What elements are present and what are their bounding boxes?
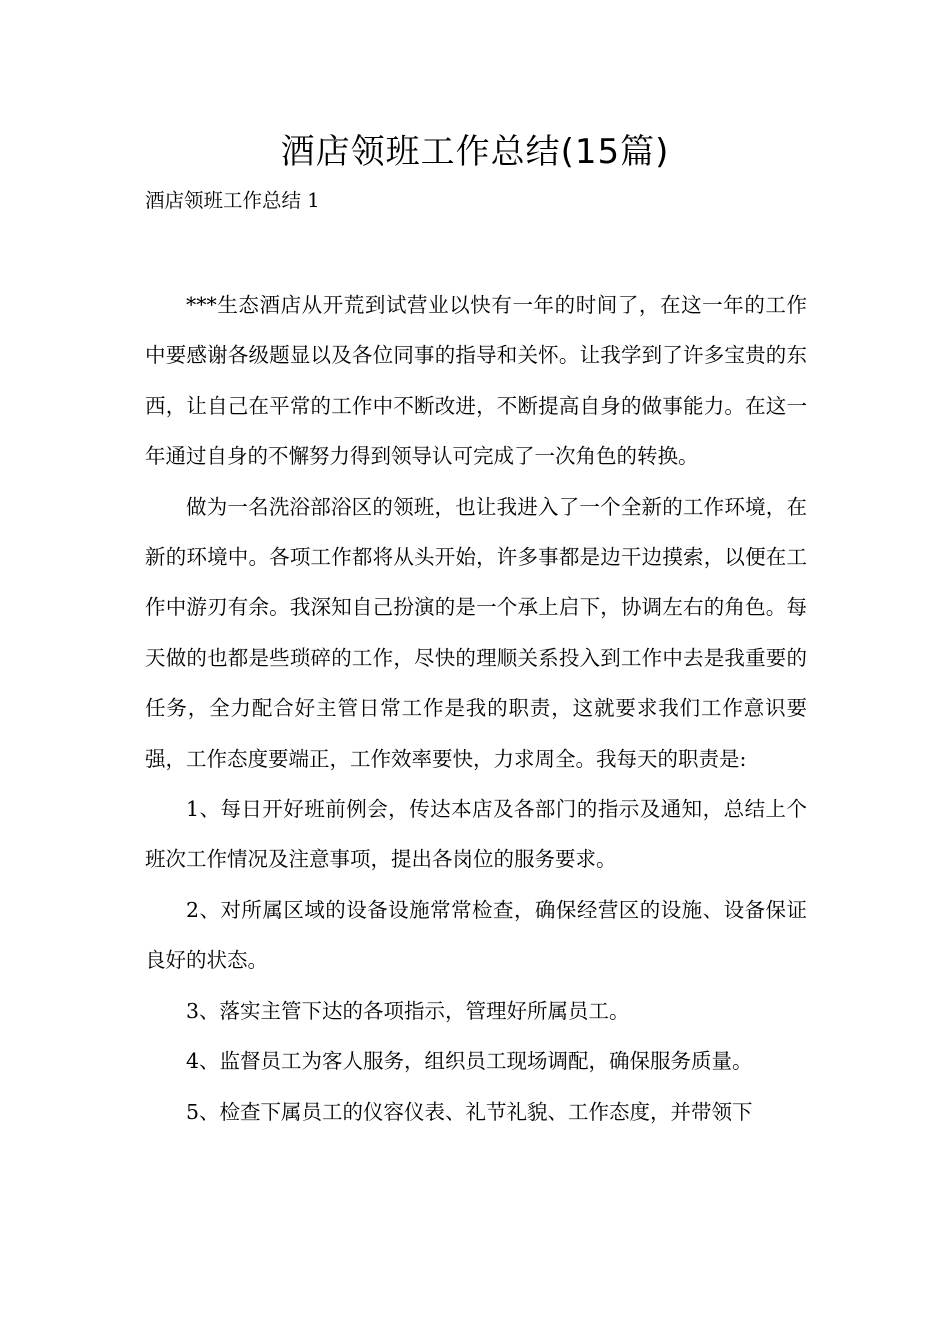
paragraph-role: 做为一名洗浴部浴区的领班，也让我进入了一个全新的工作环境，在新的环境中。各项工作都将从头开始，许多事都是边干边摸索，以便在工作中游刃有余。我深知自己扮演的是一个承上启下，协调左右的角色。每天做的也都是些琐碎的工作，尽快的理顺关系投入到工作中去是我重要的任务，全力配合好主管日常工作是我的职责，这就要求我们工作意识要强，工作态度要端正，工作效率要快，力求周全。我每天的职责是: — [145, 494, 807, 771]
duty-item-5: 5、检查下属员工的仪容仪表、礼节礼貌、工作态度，并带领下 — [186, 1099, 753, 1124]
document-body — [145, 280, 807, 1137]
duty-item-3: 3、落实主管下达的各项指示，管理好所属员工。 — [186, 998, 630, 1023]
duty-item-2: 2、对所属区域的设备设施常常检查，确保经营区的设施、设备保证良好的状态。 — [145, 897, 807, 973]
document-title: 酒店领班工作总结(15篇) — [280, 132, 670, 172]
duty-item-1: 1、每日开好班前例会，传达本店及各部门的指示及通知，总结上个班次工作情况及注意事项，提出各岗位的服务要求。 — [145, 797, 807, 872]
section-heading: 酒店领班工作总结 1 — [145, 189, 320, 212]
duty-item-4: 4、监督员工为客人服务，组织员工现场调配，确保服务质量。 — [186, 1049, 753, 1074]
paragraph-intro: ***生态酒店从开荒到试营业以快有一年的时间了，在这一年的工作中要感谢各级题显以及各位同事的指导和关怀。让我学到了许多宝贵的东西，让自己在平常的工作中不断改进，不断提高自身的做事能力。在这一年通过自身的不懈努力得到领导认可完成了一次角色的转换。 — [145, 293, 807, 469]
